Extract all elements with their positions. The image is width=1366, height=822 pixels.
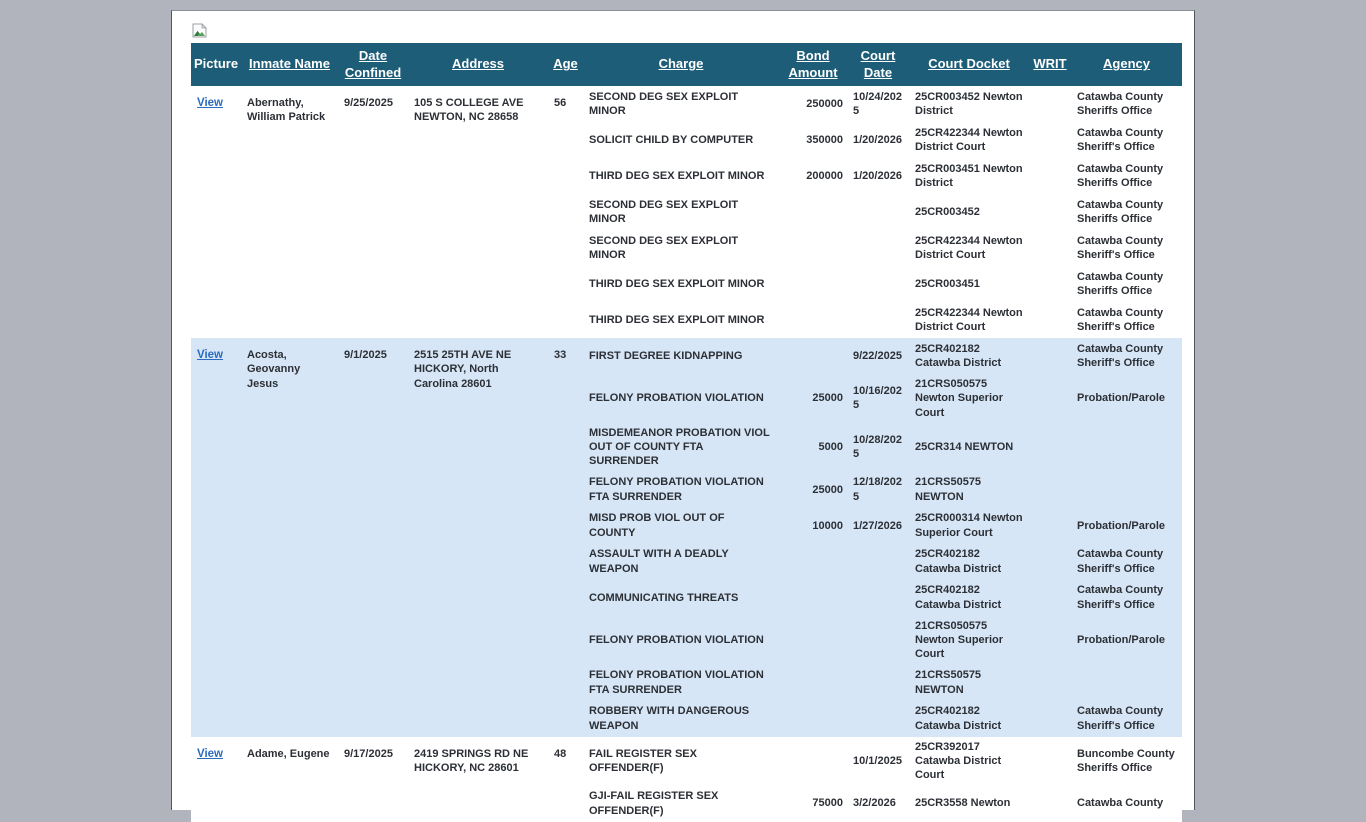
sort-link-address[interactable]: Address [451, 56, 505, 72]
picture-cell [191, 86, 241, 338]
bond-amount-cell [779, 737, 847, 786]
sort-link-inmate-name[interactable]: Inmate Name [249, 56, 330, 72]
charge-cell: SECOND DEG SEX EXPLOIT MINOR [589, 90, 739, 117]
court-date-cell: 9/22/2025 [853, 349, 902, 362]
writ-cell [1029, 737, 1071, 786]
writ-cell [1029, 472, 1071, 508]
court-docket-cell: 25CR3558 Newton [915, 797, 1011, 810]
charge-cell: THIRD DEG SEX EXPLOIT MINOR [589, 277, 765, 290]
charge-row [191, 338, 1182, 374]
sort-link-writ[interactable]: WRIT [1033, 56, 1067, 72]
col-header-date-confined[interactable] [338, 43, 408, 86]
charge-cell: GJI-FAIL REGISTER SEX OFFENDER(F) [589, 790, 719, 817]
agency-cell: Probation/Parole [1077, 519, 1166, 532]
charge-cell: SECOND DEG SEX EXPLOIT MINOR [589, 234, 739, 261]
writ-cell [1029, 580, 1071, 616]
court-date-cell: 1/27/2026 [853, 519, 902, 532]
agency-cell: Probation/Parole [1077, 634, 1166, 647]
sort-link-agency[interactable]: Agency [1103, 56, 1150, 72]
charge-cell: THIRD DEG SEX EXPLOIT MINOR [589, 169, 765, 182]
charge-cell: SOLICIT CHILD BY COMPUTER [589, 133, 754, 146]
col-header-picture: Picture [191, 43, 241, 86]
charge-row [191, 737, 1182, 786]
agency-cell: Catawba County [1077, 797, 1164, 810]
court-docket-cell: 25CR003451 [915, 277, 980, 290]
sort-link-charge[interactable]: Charge [658, 56, 704, 72]
address-cell: 2419 SPRINGS RD NE HICKORY, NC 28601 [414, 747, 529, 774]
writ-cell [1029, 302, 1071, 338]
agency-cell: Catawba County Sheriff's Office [1077, 342, 1164, 369]
court-docket-cell: 25CR314 NEWTON [915, 441, 1014, 454]
col-header-charge[interactable] [583, 43, 779, 86]
charge-cell: COMMUNICATING THREATS [589, 591, 739, 604]
agency-cell: Catawba County Sheriff's Office [1077, 584, 1164, 611]
writ-cell [1029, 665, 1071, 701]
writ-cell [1029, 374, 1071, 423]
writ-cell [1029, 701, 1071, 737]
court-docket-cell: 25CR402182 Catawba District [915, 584, 1002, 611]
agency-cell: Catawba County Sheriff's Office [1077, 234, 1164, 261]
bond-amount-cell [779, 580, 847, 616]
court-date-cell [847, 194, 909, 230]
charge-row [191, 86, 1182, 122]
court-date-cell: 10/16/2025 [853, 385, 902, 412]
charge-cell: THIRD DEG SEX EXPLOIT MINOR [589, 313, 765, 326]
sort-link-court-docket[interactable]: Court Docket [928, 56, 1010, 72]
court-docket-cell: 25CR003451 Newton District [915, 162, 1023, 189]
court-docket-cell: 21CRS050575 Newton Superior Court [915, 619, 1004, 661]
bond-amount-cell: 350000 [806, 133, 843, 146]
date-confined-cell: 9/25/2025 [344, 97, 393, 109]
agency-cell: Catawba County Sheriffs Office [1077, 270, 1164, 297]
agency-cell: Catawba County Sheriffs Office [1077, 90, 1164, 117]
court-docket-cell: 25CR000314 Newton Superior Court [915, 512, 1023, 539]
inmate-roster-table [191, 43, 1182, 822]
picture-cell [191, 737, 241, 822]
court-docket-cell: 25CR402182 Catawba District [915, 705, 1002, 732]
agency-cell [1071, 423, 1182, 472]
picture-cell [191, 338, 241, 737]
age-cell: 56 [554, 97, 567, 109]
court-docket-cell: 25CR003452 [915, 205, 980, 218]
broken-image-icon [192, 23, 207, 38]
writ-cell [1029, 266, 1071, 302]
date-confined-cell: 9/1/2025 [344, 349, 387, 361]
court-date-cell: 10/1/2025 [853, 754, 902, 767]
address-cell: 105 S COLLEGE AVE NEWTON, NC 28658 [414, 97, 524, 124]
writ-cell [1029, 616, 1071, 665]
writ-cell [1029, 544, 1071, 580]
sort-link-bond-amount[interactable]: Bond Amount [788, 48, 838, 80]
col-header-address[interactable] [408, 43, 548, 86]
writ-cell [1029, 338, 1071, 374]
court-date-cell: 12/18/2025 [853, 476, 902, 503]
bond-amount-cell: 75000 [812, 797, 843, 810]
charge-cell: SECOND DEG SEX EXPLOIT MINOR [589, 198, 739, 225]
court-docket-cell: 25CR003452 Newton District [915, 90, 1023, 117]
court-docket-cell: 25CR402182 Catawba District [915, 342, 1002, 369]
view-link[interactable]: View [197, 349, 223, 361]
writ-cell [1029, 230, 1071, 266]
agency-cell: Catawba County Sheriffs Office [1077, 162, 1164, 189]
writ-cell [1029, 86, 1071, 122]
col-header-bond-amount[interactable] [779, 43, 847, 86]
court-docket-cell: 21CRS50575 NEWTON [915, 476, 982, 503]
bond-amount-cell [779, 665, 847, 701]
court-date-cell: 1/20/2026 [853, 133, 902, 146]
sort-link-court-date[interactable]: Court Date [860, 48, 896, 80]
col-header-court-docket[interactable] [909, 43, 1029, 86]
writ-cell [1029, 423, 1071, 472]
writ-cell [1029, 194, 1071, 230]
col-header-court-date[interactable] [847, 43, 909, 86]
court-docket-cell: 25CR422344 Newton District Court [915, 126, 1023, 153]
view-link[interactable]: View [197, 747, 223, 760]
charge-cell: FELONY PROBATION VIOLATION FTA SURRENDER [589, 476, 764, 503]
court-date-cell [847, 230, 909, 266]
col-header-inmate-name[interactable] [241, 43, 338, 86]
court-date-cell [847, 266, 909, 302]
charge-cell: MISDEMEANOR PROBATION VIOL OUT OF COUNTY FTA SURRENDER [589, 426, 770, 468]
sort-link-age[interactable]: Age [553, 56, 578, 72]
bond-amount-cell [779, 194, 847, 230]
charge-cell: FIRST DEGREE KIDNAPPING [589, 349, 743, 362]
col-header-writ[interactable] [1029, 43, 1071, 86]
court-docket-cell: 21CRS50575 NEWTON [915, 669, 982, 696]
court-docket-cell: 25CR392017 Catawba District Court [915, 740, 1002, 782]
col-header-age[interactable] [548, 43, 583, 86]
charge-cell: MISD PROB VIOL OUT OF COUNTY [589, 512, 725, 539]
agency-cell: Catawba County Sheriff's Office [1077, 548, 1164, 575]
bond-amount-cell: 5000 [818, 441, 843, 454]
agency-cell [1071, 665, 1182, 701]
court-date-cell: 1/20/2026 [853, 169, 902, 182]
agency-cell: Catawba County Sheriff's Office [1077, 306, 1164, 333]
court-date-cell: 3/2/2026 [853, 797, 896, 810]
inmate-name-cell: Abernathy, William Patrick [247, 97, 326, 124]
bond-amount-cell [779, 266, 847, 302]
bond-amount-cell [779, 701, 847, 737]
writ-cell [1029, 122, 1071, 158]
age-cell: 33 [554, 349, 567, 361]
page-content [171, 10, 1195, 817]
agency-cell [1071, 472, 1182, 508]
bond-amount-cell: 10000 [812, 519, 843, 532]
view-link[interactable]: View [197, 97, 223, 109]
court-date-cell [847, 544, 909, 580]
bond-amount-cell [779, 544, 847, 580]
writ-cell [1029, 158, 1071, 194]
writ-cell [1029, 786, 1071, 822]
roster-body [191, 86, 1182, 822]
court-date-cell [847, 302, 909, 338]
charge-cell: ROBBERY WITH DANGEROUS WEAPON [589, 705, 750, 732]
bond-amount-cell: 200000 [806, 169, 843, 182]
charge-cell: FAIL REGISTER SEX OFFENDER(F) [589, 747, 697, 775]
charge-cell: FELONY PROBATION VIOLATION [589, 392, 764, 405]
court-date-cell [847, 701, 909, 737]
col-header-agency[interactable] [1071, 43, 1182, 86]
court-date-cell [847, 580, 909, 616]
agency-cell: Catawba County Sheriffs Office [1077, 198, 1164, 225]
court-docket-cell: 25CR422344 Newton District Court [915, 306, 1023, 333]
inmate-name-cell: Acosta, Geovanny Jesus [247, 349, 301, 390]
agency-cell: Probation/Parole [1077, 392, 1166, 405]
sort-link-date-confined[interactable]: Date Confined [344, 48, 402, 80]
bond-amount-cell: 25000 [812, 392, 843, 405]
roster-header-row [191, 43, 1182, 86]
inmate-name-cell: Adame, Eugene [247, 747, 330, 760]
roster-header [191, 43, 1182, 86]
court-date-cell [847, 616, 909, 665]
bond-amount-cell: 25000 [812, 483, 843, 496]
bond-amount-cell [779, 616, 847, 665]
court-docket-cell: 25CR422344 Newton District Court [915, 234, 1023, 261]
age-cell: 48 [554, 747, 567, 760]
court-docket-cell: 21CRS050575 Newton Superior Court [915, 378, 1004, 419]
court-docket-cell: 25CR402182 Catawba District [915, 548, 1002, 575]
court-date-cell [847, 665, 909, 701]
writ-cell [1029, 508, 1071, 544]
bond-amount-cell [779, 338, 847, 374]
bond-amount-cell [779, 230, 847, 266]
court-date-cell: 10/24/2025 [853, 90, 902, 117]
court-date-cell: 10/28/2025 [853, 434, 902, 461]
charge-cell: FELONY PROBATION VIOLATION [589, 634, 764, 647]
charge-cell: ASSAULT WITH A DEADLY WEAPON [589, 548, 729, 575]
agency-cell: Buncombe County Sheriffs Office [1077, 747, 1175, 775]
agency-cell: Catawba County Sheriff's Office [1077, 705, 1164, 732]
bond-amount-cell [779, 302, 847, 338]
agency-cell: Catawba County Sheriff's Office [1077, 126, 1164, 153]
date-confined-cell: 9/17/2025 [344, 747, 393, 760]
address-cell: 2515 25TH AVE NE HICKORY, North Carolina 28601 [414, 349, 512, 390]
bond-amount-cell: 250000 [806, 97, 843, 110]
charge-cell: FELONY PROBATION VIOLATION FTA SURRENDER [589, 669, 764, 696]
